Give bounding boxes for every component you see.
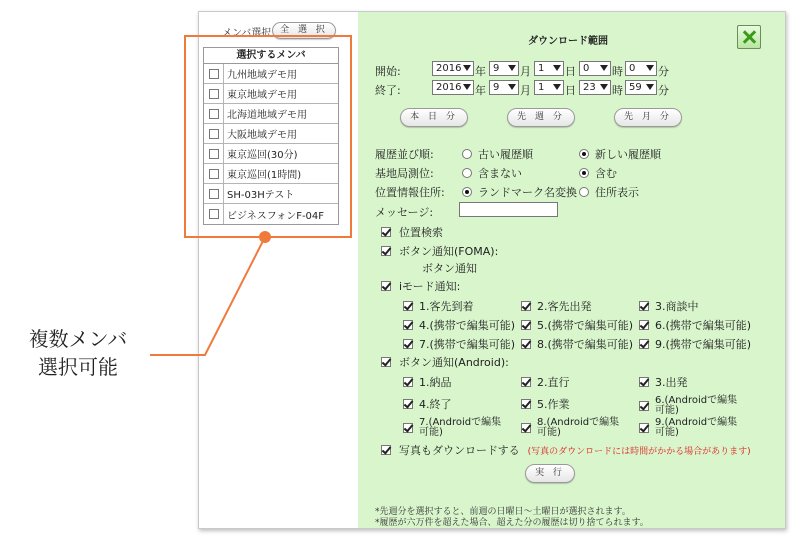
grid-checkbox-option[interactable] xyxy=(403,298,474,314)
message-label: メッセージ: xyxy=(375,206,434,219)
grid-checkbox-option[interactable] xyxy=(639,317,751,333)
message-input[interactable] xyxy=(459,202,558,217)
start-year-select[interactable]: 2016 xyxy=(432,61,474,76)
history-order-old-option[interactable]: 古い履歴順 xyxy=(462,146,533,162)
location-address-label: 位置情報住所: xyxy=(375,186,445,199)
checkbox-icon[interactable] xyxy=(403,377,413,387)
location-landmark-option[interactable]: ランドマーク名変換 xyxy=(462,184,577,200)
grid-checkbox-option[interactable] xyxy=(639,374,688,390)
button-notify-android-option[interactable]: ボタン通知(Android): xyxy=(381,354,509,370)
note-history-limit: *履歴が六万件を超えた場合、超えた分の履歴は切り捨てられます。 xyxy=(375,518,649,528)
checkbox-icon[interactable] xyxy=(521,320,531,330)
radio-icon[interactable] xyxy=(462,149,472,159)
download-range-title: ダウンロード範囲 xyxy=(528,36,608,47)
grid-checkbox-option[interactable] xyxy=(403,317,515,333)
checkbox-icon[interactable] xyxy=(521,399,531,409)
checkbox-icon[interactable] xyxy=(403,301,413,311)
grid-checkbox-option[interactable] xyxy=(521,396,570,412)
grid-checkbox-label: 3.商談中 xyxy=(655,300,699,313)
radio-icon[interactable] xyxy=(462,187,472,197)
callout-line-2: 選択可能 xyxy=(38,355,118,379)
member-name: 東京巡回(30分) xyxy=(227,150,298,161)
grid-checkbox-label: 7.(携帯で編集可能) xyxy=(419,338,516,351)
member-select-label: メンバ選択 xyxy=(222,28,272,39)
member-table-header: 選択するメンバ xyxy=(204,48,338,64)
checkbox-icon[interactable] xyxy=(639,301,649,311)
end-minute-select[interactable]: 59 xyxy=(625,80,657,95)
member-name: SH-03Hテスト xyxy=(227,190,295,201)
checkbox-icon[interactable] xyxy=(403,423,413,433)
checkbox-icon[interactable] xyxy=(403,320,413,330)
member-name: ビジネスフォンF-04F xyxy=(227,210,325,222)
member-name: 大阪地域デモ用 xyxy=(227,130,297,141)
callout-line-1: 複数メンバ xyxy=(28,327,128,351)
member-name: 東京地域デモ用 xyxy=(227,90,297,101)
hour-unit: 時 xyxy=(612,84,623,97)
callout-highlight-box xyxy=(184,35,352,238)
radio-icon[interactable] xyxy=(579,168,589,178)
callout-text xyxy=(16,325,140,381)
grid-checkbox-option[interactable] xyxy=(521,374,570,390)
grid-checkbox-option[interactable] xyxy=(639,336,751,352)
grid-checkbox-label: 6.(携帯で編集可能) xyxy=(655,319,752,332)
checkbox-icon[interactable] xyxy=(403,339,413,349)
download-range-panel xyxy=(358,12,785,528)
end-year-select[interactable]: 2016 xyxy=(432,80,474,95)
imode-notify-option[interactable]: iモード通知: xyxy=(381,278,460,294)
grid-checkbox-label: 4.終了 xyxy=(419,398,452,411)
photo-warning: (写真のダウンロードには時間がかかる場合があります) xyxy=(527,446,751,457)
checkbox-icon[interactable] xyxy=(381,445,391,455)
minute-unit: 分 xyxy=(658,84,669,97)
grid-checkbox-label: 6.(Androidで編集可能) xyxy=(655,395,738,416)
select-all-button[interactable]: 全 選 択 xyxy=(272,22,336,39)
close-icon[interactable] xyxy=(737,25,761,49)
grid-checkbox-option[interactable] xyxy=(639,418,743,438)
grid-checkbox-option[interactable] xyxy=(521,298,592,314)
checkbox-icon[interactable] xyxy=(639,401,649,411)
grid-checkbox-option[interactable] xyxy=(403,418,507,438)
checkbox-icon[interactable] xyxy=(639,320,649,330)
end-day-select[interactable]: 1 xyxy=(534,80,564,95)
grid-checkbox-option[interactable] xyxy=(403,396,452,412)
last-month-button[interactable]: 先 月 分 xyxy=(614,108,682,127)
member-name: 九州地域デモ用 xyxy=(227,70,297,81)
start-hour-select[interactable]: 0 xyxy=(579,61,611,76)
checkbox-icon[interactable] xyxy=(381,227,391,237)
end-hour-select[interactable]: 23 xyxy=(579,80,611,95)
location-address-option[interactable]: 住所表示 xyxy=(579,184,639,200)
position-search-option[interactable]: 位置検索 xyxy=(381,224,443,240)
checkbox-icon[interactable] xyxy=(381,246,391,256)
member-name: 北海道地域デモ用 xyxy=(227,110,307,121)
grid-checkbox-label: 8.(Androidで編集可能) xyxy=(537,417,620,438)
day-unit: 日 xyxy=(565,84,576,97)
checkbox-icon[interactable] xyxy=(639,377,649,387)
checkbox-icon[interactable] xyxy=(381,281,391,291)
grid-checkbox-label: 4.(携帯で編集可能) xyxy=(419,319,516,332)
year-unit: 年 xyxy=(475,84,486,97)
checkbox-icon[interactable] xyxy=(521,339,531,349)
today-button[interactable]: 本 日 分 xyxy=(400,108,468,127)
grid-checkbox-label: 1.納品 xyxy=(419,376,452,389)
day-unit: 日 xyxy=(565,65,576,78)
end-month-select[interactable]: 9 xyxy=(489,80,519,95)
checkbox-icon[interactable] xyxy=(381,357,391,367)
radio-icon[interactable] xyxy=(579,187,589,197)
checkbox-icon[interactable] xyxy=(521,423,531,433)
grid-checkbox-label: 9.(Androidで編集可能) xyxy=(655,417,738,438)
grid-checkbox-option[interactable] xyxy=(403,374,452,390)
grid-checkbox-option[interactable] xyxy=(521,418,625,438)
photo-download-option[interactable]: 写真もダウンロードする (写真のダウンロードには時間がかかる場合があります) xyxy=(381,442,751,458)
checkbox-icon[interactable] xyxy=(403,399,413,409)
checkbox-icon[interactable] xyxy=(639,423,649,433)
radio-icon[interactable] xyxy=(579,149,589,159)
callout-dot xyxy=(259,231,271,243)
grid-checkbox-label: 7.(Androidで編集可能) xyxy=(419,417,502,438)
grid-checkbox-label: 3.出発 xyxy=(655,376,688,389)
button-notify-foma-sub: ボタン通知 xyxy=(422,262,477,275)
grid-checkbox-option[interactable] xyxy=(521,336,633,352)
grid-checkbox-label: 9.(携帯で編集可能) xyxy=(655,338,752,351)
grid-checkbox-option[interactable] xyxy=(639,396,743,416)
grid-checkbox-label: 8.(携帯で編集可能) xyxy=(537,338,634,351)
minute-unit: 分 xyxy=(658,65,669,78)
radio-icon[interactable] xyxy=(462,168,472,178)
month-unit: 月 xyxy=(520,84,531,97)
checkbox-icon[interactable] xyxy=(521,377,531,387)
grid-checkbox-label: 5.(携帯で編集可能) xyxy=(537,319,634,332)
member-name: 東京巡回(1時間) xyxy=(227,170,302,181)
start-month-select[interactable]: 9 xyxy=(489,61,519,76)
start-label: 開始: xyxy=(375,65,401,78)
execute-button[interactable]: 実 行 xyxy=(525,464,575,483)
year-unit: 年 xyxy=(475,65,486,78)
month-unit: 月 xyxy=(520,65,531,78)
button-notify-foma-option[interactable]: ボタン通知(FOMA): xyxy=(381,243,498,259)
history-order-label: 履歴並び順: xyxy=(375,148,434,161)
start-day-select[interactable]: 1 xyxy=(534,61,564,76)
grid-checkbox-option[interactable] xyxy=(403,336,515,352)
hour-unit: 時 xyxy=(612,65,623,78)
note-last-week: *先週分を選択すると、前週の日曜日～土曜日が選択されます。 xyxy=(375,507,631,517)
base-station-exclude-option[interactable]: 含まない xyxy=(462,165,522,181)
grid-checkbox-label: 5.作業 xyxy=(537,398,570,411)
base-station-label: 基地局測位: xyxy=(375,167,434,180)
grid-checkbox-label: 2.直行 xyxy=(537,376,570,389)
start-minute-select[interactable]: 0 xyxy=(625,61,657,76)
end-label: 終了: xyxy=(375,84,401,97)
grid-checkbox-label: 2.客先出発 xyxy=(537,300,592,313)
grid-checkbox-option[interactable] xyxy=(521,317,633,333)
checkbox-icon[interactable] xyxy=(639,339,649,349)
history-order-new-option[interactable]: 新しい履歴順 xyxy=(579,146,661,162)
grid-checkbox-label: 1.客先到着 xyxy=(419,300,474,313)
base-station-include-option[interactable]: 含む xyxy=(579,165,617,181)
grid-checkbox-option[interactable] xyxy=(639,298,699,314)
last-week-button[interactable]: 先 週 分 xyxy=(507,108,575,127)
checkbox-icon[interactable] xyxy=(521,301,531,311)
